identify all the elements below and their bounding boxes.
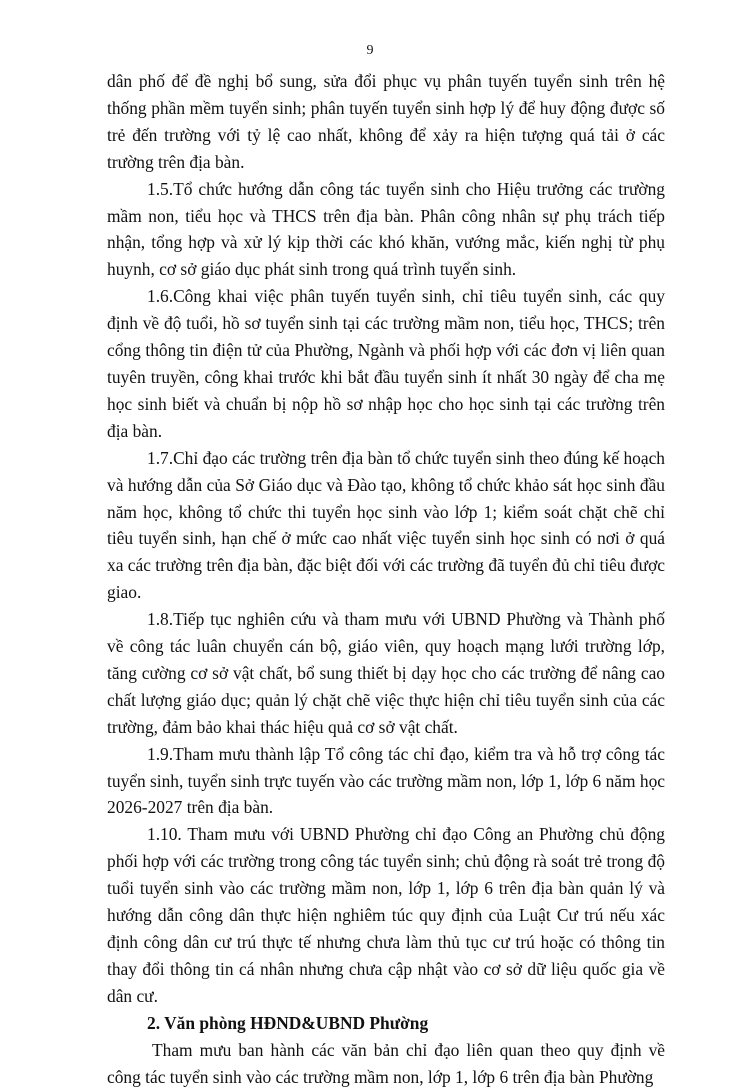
section-heading: 2. Văn phòng HĐND&UBND Phường — [147, 1012, 429, 1033]
page-number: 9 — [366, 43, 374, 58]
paragraph-1-7: 1.7.Chỉ đạo các trường trên địa bàn tổ chức tuyển sinh theo đúng kế hoạch và hướng dẫn của Sở Giáo dục và Đào tạo, không tổ chức khảo sát học sinh đầu năm học, không tổ chức thi tuyển học sinh vào lớp 1; kiểm soát chặt chẽ chỉ tiêu tuyển sinh, hạn chế ở mức cao nhất việc tuyển sinh học sinh có nơi ở quá xa các trường trên địa bàn, đặc biệt đối với các trường đã tuyển đủ chỉ tiêu được giao. — [107, 447, 665, 603]
paragraph-1-8: 1.8.Tiếp tục nghiên cứu và tham mưu với UBND Phường và Thành phố về công tác luân chuyển cán bộ, giáo viên, quy hoạch mạng lưới trường lớp, tăng cường cơ sở vật chất, bổ sung thiết bị dạy học cho các trường để nâng cao chất lượng giáo dục; quản lý chặt chẽ việc thực hiện chỉ tiêu tuyển sinh của các trường, đảm bảo khai thác hiệu quả cơ sở vật chất. — [107, 609, 665, 737]
paragraph-1-10: 1.10. Tham mưu với UBND Phường chỉ đạo Công an Phường chủ động phối hợp với các trường trong công tác tuyển sinh; chủ động rà soát trẻ trong độ tuổi tuyển sinh vào các trường mầm non, lớp 1, lớp 6 trên địa bàn quản lý và hướng dẫn công dân thực hiện nghiêm túc quy định của Luật Cư trú nếu xác định công dân cư trú thực tế nhưng chưa làm thủ tục cư trú hoặc có thông tin thay đổi thông tin cá nhân nhưng chưa cập nhật vào cơ sở dữ liệu quốc gia về dân cư. — [107, 824, 665, 1006]
document-body — [107, 68, 665, 1090]
paragraph-continuation: dân phố để đề nghị bổ sung, sửa đổi phục vụ phân tuyến tuyển sinh trên hệ thống phần mềm tuyển sinh; phân tuyến tuyển sinh hợp lý để huy động được số trẻ đến trường với tỷ lệ cao nhất, không để xảy ra hiện tượng quá tải ở các trường trên địa bàn. — [107, 71, 665, 172]
section-paragraph: Tham mưu ban hành các văn bản chỉ đạo liên quan theo quy định về công tác tuyển sinh vào các trường mầm non, lớp 1, lớp 6 trên địa bàn Phường — [107, 1039, 665, 1087]
paragraph-1-5: 1.5.Tổ chức hướng dẫn công tác tuyển sinh cho Hiệu trưởng các trường mầm non, tiểu học và THCS trên địa bàn. Phân công nhân sự phụ trách tiếp nhận, tổng hợp và xử lý kịp thời các khó khăn, vướng mắc, kiến nghị từ phụ huynh, cơ sở giáo dục phát sinh trong quá trình tuyển sinh. — [107, 178, 665, 280]
paragraph-1-9: 1.9.Tham mưu thành lập Tổ công tác chỉ đạo, kiểm tra và hỗ trợ công tác tuyển sinh, tuyển sinh trực tuyến vào các trường mầm non, lớp 1, lớp 6 năm học 2026-2027 trên địa bàn. — [107, 743, 665, 818]
paragraph-1-6: 1.6.Công khai việc phân tuyến tuyển sinh, chỉ tiêu tuyển sinh, các quy định về độ tuổi, hồ sơ tuyển sinh tại các trường mầm non, tiểu học, THCS; trên cổng thông tin điện tử của Phường, Ngành và phối hợp với các đơn vị liên quan tuyên truyền, công khai trước khi bắt đầu tuyển sinh ít nhất 30 ngày để cha mẹ học sinh biết và chuẩn bị nộp hồ sơ nhập học cho học sinh tại các trường trên địa bàn. — [107, 286, 665, 441]
